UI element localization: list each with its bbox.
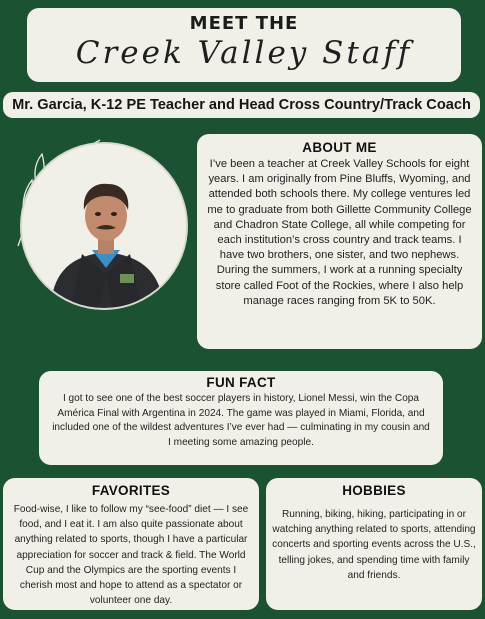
header-title-line1: MEET THE xyxy=(189,13,299,34)
favorites-section xyxy=(3,478,259,610)
favorites-title: FAVORITES xyxy=(91,483,171,498)
header-banner xyxy=(27,8,461,82)
portrait-photo xyxy=(20,142,188,310)
fun-fact-title: FUN FACT xyxy=(206,375,276,390)
header-title-script: Creek Valley Staff xyxy=(75,35,413,71)
fun-fact-section xyxy=(39,371,443,465)
staff-name-title: Mr. Garcia, K-12 PE Teacher and Head Cross Country/Track Coach xyxy=(12,97,471,113)
hobbies-section xyxy=(266,478,482,610)
hobbies-text: Running, biking, hiking, participating in or watching anything related to sports, attending concerts and sporting events across the U.S., telling jokes, and spending time with family and friends. xyxy=(272,509,476,581)
portrait-illustration xyxy=(22,144,188,310)
fun-fact-text: I got to see one of the best soccer players in history, Lionel Messi, win the Copa América Final with Argentina in 2024. The game was played in Miami, Florida, and included one of the wildest adventures I’ve ever had — culminating in my cousin and I meeting some amazing people. xyxy=(52,393,430,448)
favorites-text: Food-wise, I like to follow my “see-food” diet — I see food, and I eat it. I am also quite passionate about anything related to sports, though I have a particular appreciation for soccer and track & field. The World Cup and the Olympics are the sporting events I cherish most and hope to attend as a spectator or volunteer one day. xyxy=(13,504,249,607)
hobbies-title: HOBBIES xyxy=(342,483,406,498)
about-me-text: I’ve been a teacher at Creek Valley Schools for eight years. I am originally from Pine Bluffs, Wyoming, and attended both schools there. My college ventures led me to graduate from both Gillette Community College and Chadron State College, all while competing for each institution’s cross country and track teams. I have two brothers, one sister, and two nephews. During the summers, I work at a running specialty store called Foot of the Rockies, where I also help manage races ranging from 5K to 50K. xyxy=(207,158,472,307)
about-me-title: ABOUT ME xyxy=(302,140,377,155)
about-me-section xyxy=(197,134,482,349)
staff-name-bar xyxy=(3,92,480,118)
portrait-area xyxy=(10,134,196,304)
